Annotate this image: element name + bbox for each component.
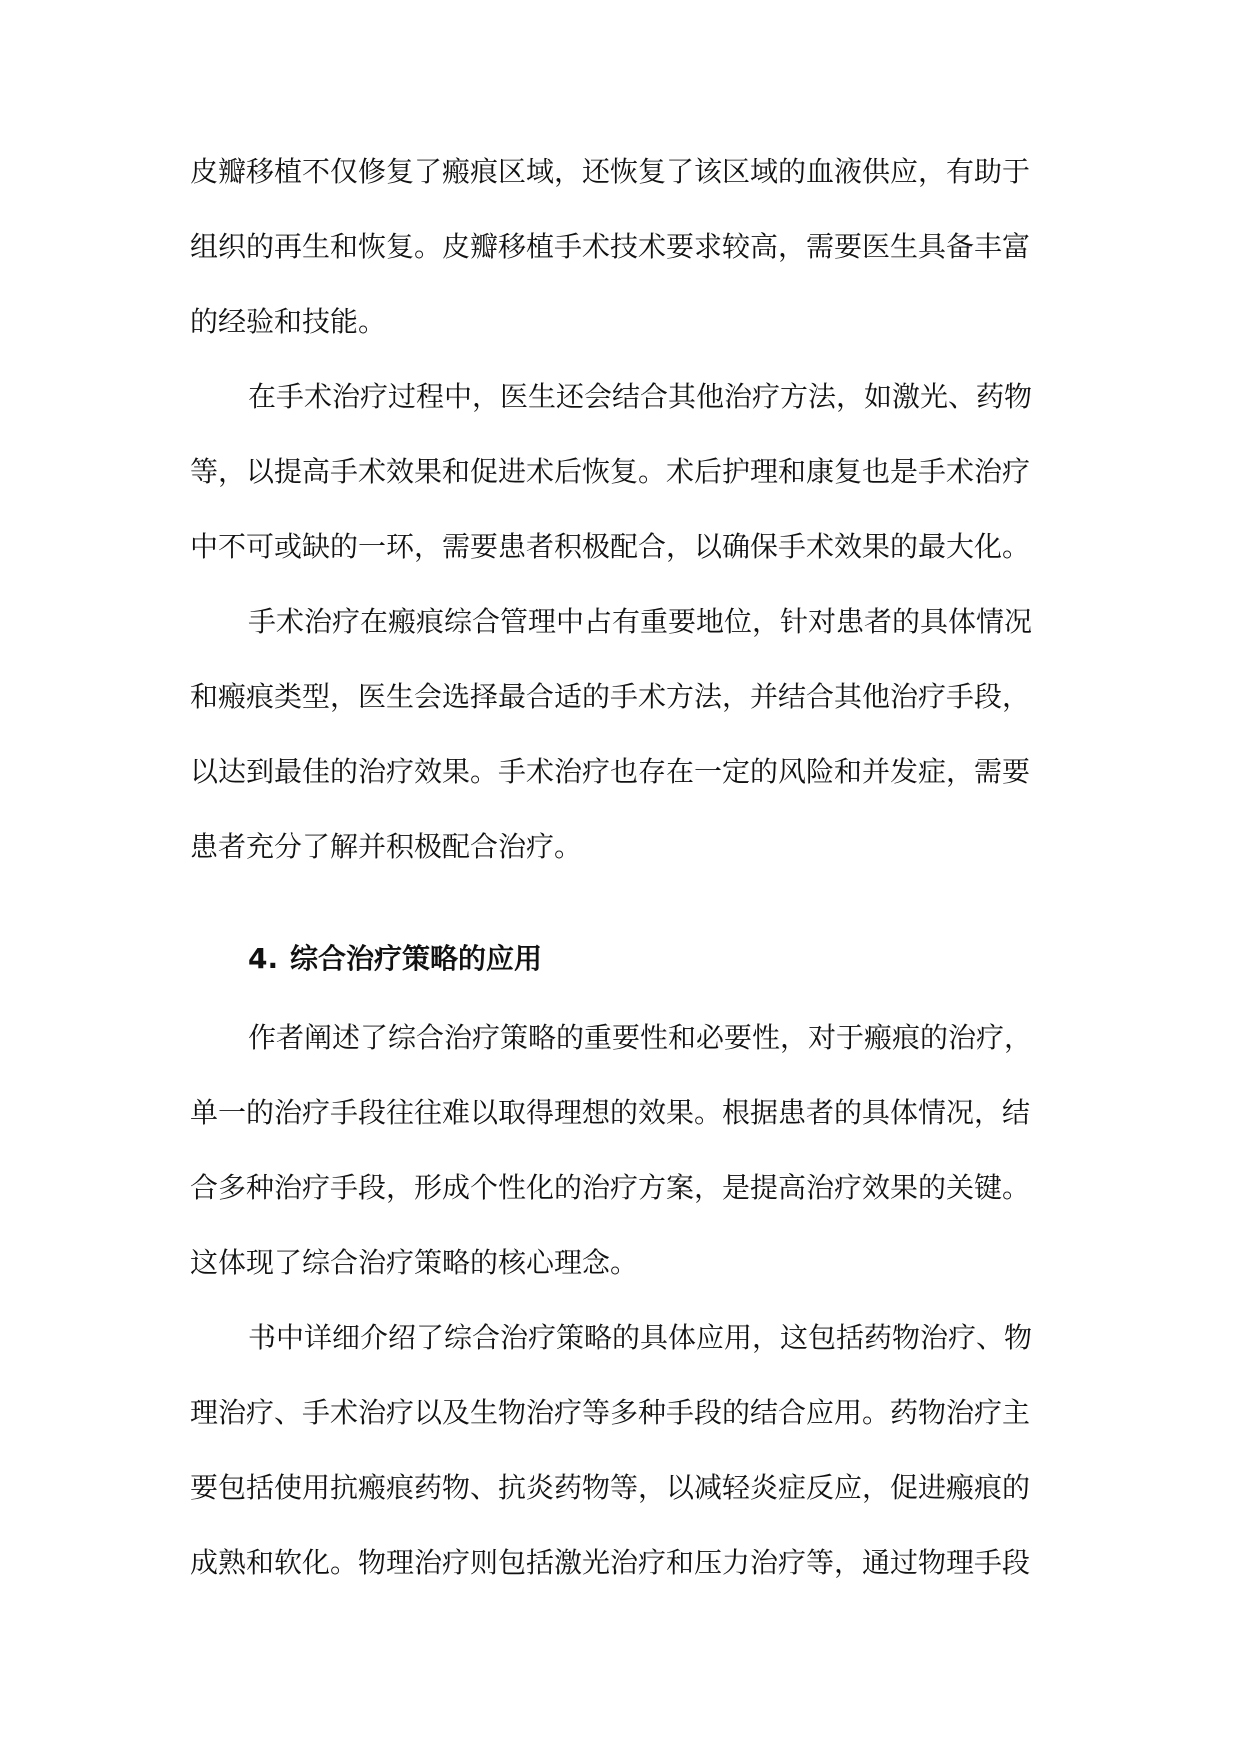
body-text-line: 手术治疗在瘢痕综合管理中占有重要地位，针对患者的具体情况 [248,605,1033,638]
section-title: 综合治疗策略的应用 [290,942,543,975]
body-text-line: 中不可或缺的一环，需要患者积极配合，以确保手术效果的最大化。 [190,530,1031,563]
body-text-line: 书中详细介绍了综合治疗策略的具体应用，这包括药物治疗、物 [248,1321,1033,1354]
section-number: 4. [248,942,279,975]
body-text-line: 在手术治疗过程中，医生还会结合其他治疗方法，如激光、药物 [248,380,1033,413]
body-text-line: 合多种治疗手段，形成个性化的治疗方案，是提高治疗效果的关键。 [190,1171,1031,1204]
body-text-line: 和瘢痕类型，医生会选择最合适的手术方法，并结合其他治疗手段， [190,680,1031,713]
section-heading [248,938,1060,980]
body-text-line: 等，以提高手术效果和促进术后恢复。术后护理和康复也是手术治疗 [190,455,1031,488]
body-text-line: 患者充分了解并积极配合治疗。 [190,830,583,863]
body-text-line: 要包括使用抗瘢痕药物、抗炎药物等，以减轻炎症反应，促进瘢痕的 [190,1471,1031,1504]
body-text-line: 组织的再生和恢复。皮瓣移植手术技术要求较高，需要医生具备丰富 [190,230,1031,263]
body-text-line: 作者阐述了综合治疗策略的重要性和必要性，对于瘢痕的治疗， [248,1021,1033,1054]
body-text-line: 成熟和软化。物理治疗则包括激光治疗和压力治疗等，通过物理手段 [190,1546,1031,1579]
body-text-line: 以达到最佳的治疗效果。手术治疗也存在一定的风险和并发症，需要 [190,755,1031,788]
body-text-line: 皮瓣移植不仅修复了瘢痕区域，还恢复了该区域的血液供应，有助于 [190,155,1031,188]
body-text-line: 这体现了综合治疗策略的核心理念。 [190,1246,639,1279]
body-text-line: 理治疗、手术治疗以及生物治疗等多种手段的结合应用。药物治疗主 [190,1396,1031,1429]
body-text-line: 的经验和技能。 [190,305,387,338]
body-text-line: 单一的治疗手段往往难以取得理想的效果。根据患者的具体情况，结 [190,1096,1031,1129]
